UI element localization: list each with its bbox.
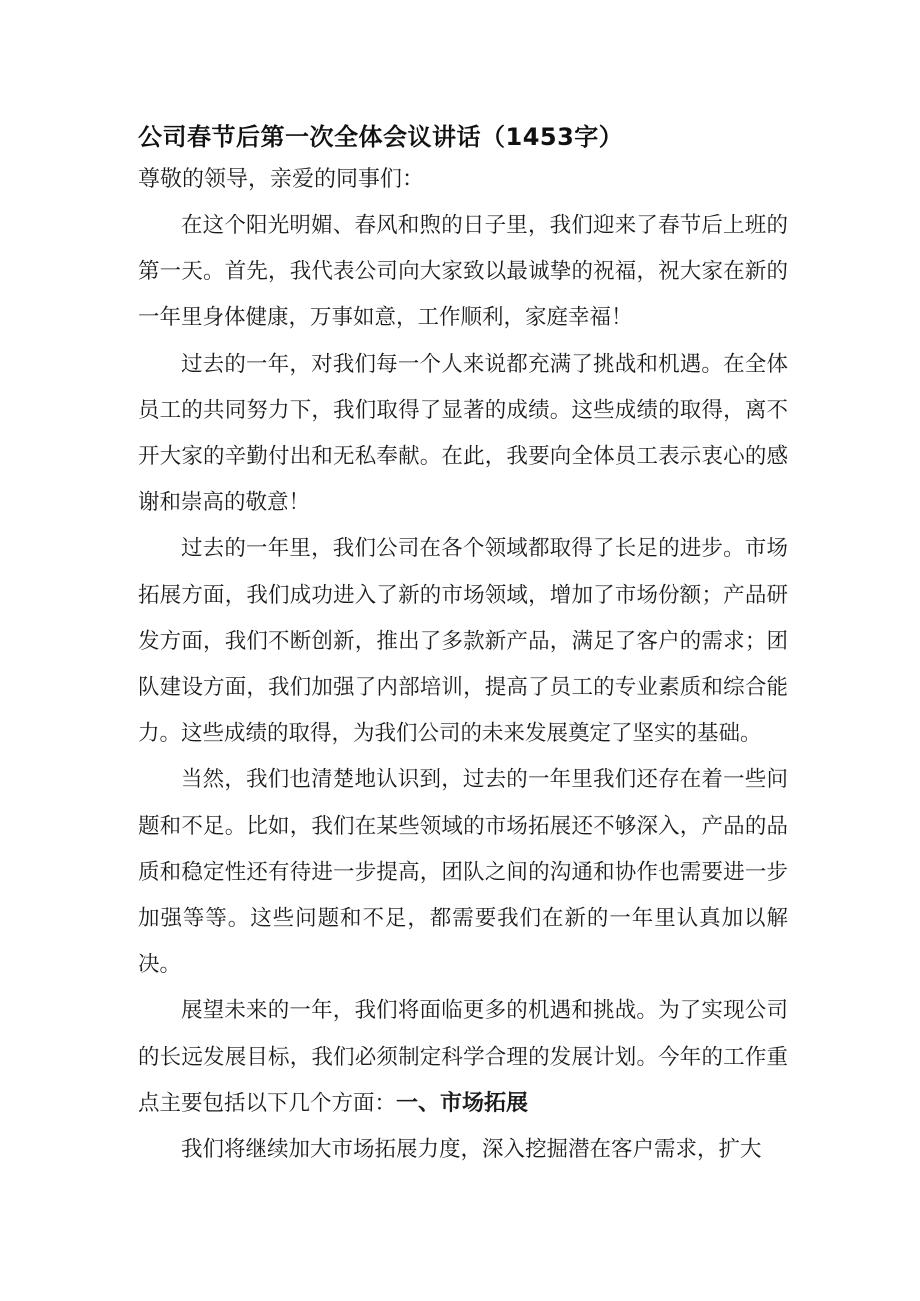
document-title: 公司春节后第一次全体会议讲话（1453字） (138, 123, 624, 151)
paragraph-text: 展望未来的一年，我们将面临更多的机遇和挑战。为了实现公司的长远发展目标，我们必须制定科学合理的发展计划。今年的工作重点主要包括以下几个方面： (138, 998, 788, 1116)
paragraph: 过去的一年里，我们公司在各个领域都取得了长足的进步。市场拓展方面，我们成功进入了新的市场领域，增加了市场份额；产品研发方面，我们不断创新，推出了多款新产品，满足了客户的需求；团队建设方面，我们加强了内部培训，提高了员工的专业素质和综合能力。这些成绩的取得，为我们公司的未来发展奠定了坚实的基础。 (138, 536, 788, 747)
paragraph: 过去的一年，对我们每一个人来说都充满了挑战和机遇。在全体员工的共同努力下，我们取得了显著的成绩。这些成绩的取得，离不开大家的辛勤付出和无私奉献。在此，我要向全体员工表示衷心的感谢和崇高的敬意！ (138, 351, 788, 516)
paragraph: 我们将继续加大市场拓展力度，深入挖掘潜在客户需求，扩大 (181, 1137, 762, 1163)
paragraph-with-heading (138, 988, 788, 1127)
salutation: 尊敬的领导，亲爱的同事们： (138, 167, 425, 192)
section-heading: 一、市场拓展 (396, 1090, 529, 1116)
paragraph: 在这个阳光明媚、春风和煦的日子里，我们迎来了春节后上班的第一天。首先，我代表公司向大家致以最诚挚的祝福，祝大家在新的一年里身体健康，万事如意，工作顺利，家庭幸福！ (138, 213, 788, 331)
document-body (138, 203, 788, 1173)
paragraph: 当然，我们也清楚地认识到，过去的一年里我们还存在着一些问题和不足。比如，我们在某些领域的市场拓展还不够深入，产品的品质和稳定性还有待进一步提高，团队之间的沟通和协作也需要进一步加强等等。这些问题和不足，都需要我们在新的一年里认真加以解决。 (138, 767, 788, 978)
